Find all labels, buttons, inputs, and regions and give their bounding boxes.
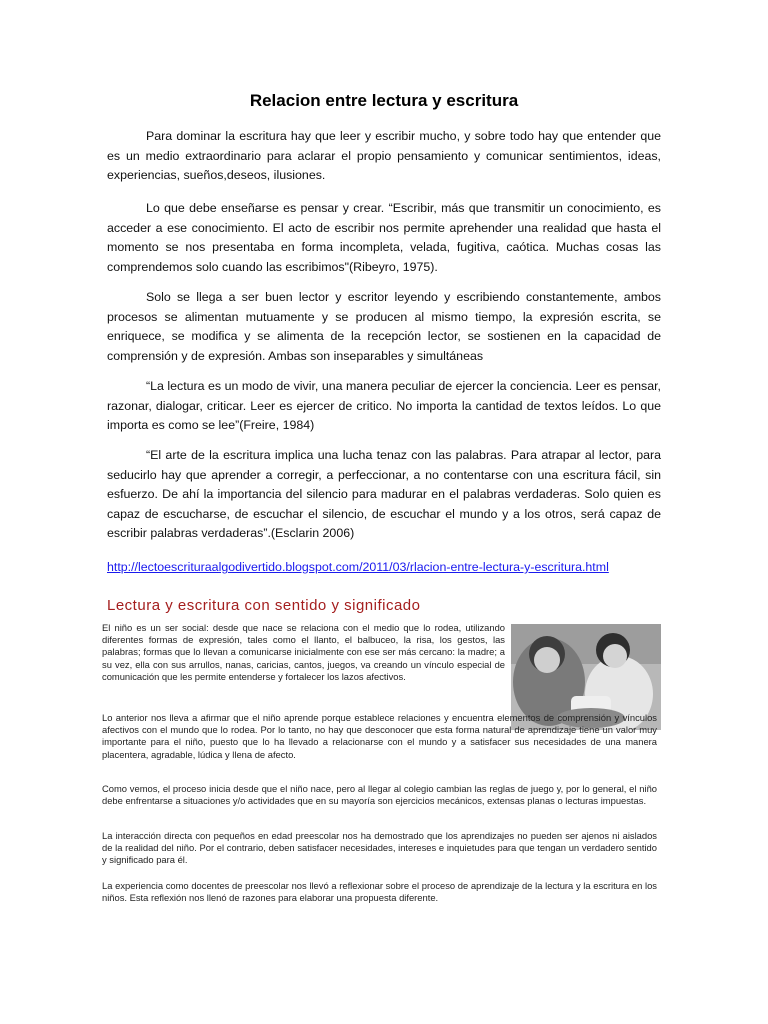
paragraph-2 xyxy=(107,199,661,277)
paragraph-5-text: “El arte de la escritura implica una lucha tenaz con las palabras. Para atrapar al lector, para seducirlo hay que aprender a corregir, a perfeccionar, a no contentarse con una escritura fácil, sin esfuerzo. De ahí la importancia del silencio para madurar en el palabras verdaderas. Solo quien es capaz de escucharse, de escuchar el silencio, de escuchar el mundo y a los otros, será capaz de escribir palabras verdaderas”.(Esclarin 2006) xyxy=(107,448,661,540)
paragraph-1-text: Para dominar la escritura hay que leer y escribir mucho, y sobre todo hay que entender que es un medio extraordinario para aclarar el propio pensamiento y comunicar sentimientos, ideas, experiencias, sueños,deseos, ilusiones. xyxy=(107,129,661,182)
section-heading: Lectura y escritura con sentido y significado xyxy=(107,597,421,614)
section-paragraph-4: La interacción directa con pequeños en edad preescolar nos ha demostrado que los aprendizajes no pueden ser ajenos ni aislados de la realidad del niño. Por el contrario, deben satisfacer necesidades, intereses e inquietudes para que tengan un verdadero sentido y significado para él. xyxy=(102,830,657,866)
paragraph-3 xyxy=(107,288,661,366)
section-paragraph-1: El niño es un ser social: desde que nace se relaciona con el medio que lo rodea, utilizando diferentes formas de expresión, tales como el llanto, el balbuceo, la risa, los gestos, las palabras; formas que lo llevan a comunicarse inicialmente con ese ser más cercano: la madre; a su vez, ella con sus arrullos, nanas, caricias, cantos, juegos, va creando un vínculo especial de comunicación que les permite entenderse y fortalecer los lazos afectivos. xyxy=(102,622,505,682)
section-paragraph-2: Lo anterior nos lleva a afirmar que el niño aprende porque establece relaciones y encuentra elementos de comprensión y vínculos afectivos con el mundo que lo rodea. Por lo tanto, no hay que desconocer que esta forma natural de aprendizaje tiene un valor muy importante para el niño, puesto que lo ha llevado a relacionarse con el mundo y a satisfacer sus necesidades de una manera placentera, agradable, lúdica y llena de afecto. xyxy=(102,712,657,760)
paragraph-1 xyxy=(107,127,661,186)
paragraph-4 xyxy=(107,377,661,436)
paragraph-4-text: “La lectura es un modo de vivir, una manera peculiar de ejercer la conciencia. Leer es pensar, razonar, dialogar, criticar. Leer es ejercer de critico. No importa la cantidad de textos leídos. Lo que importa es como se lee”(Freire, 1984) xyxy=(107,379,661,432)
document-title: Relacion entre lectura y escritura xyxy=(249,91,519,110)
source-link[interactable]: http://lectoescrituraalgodivertido.blogspot.com/2011/03/rlacion-entre-lectura-y-escritura.html xyxy=(107,560,609,574)
section-paragraph-5: La experiencia como docentes de preescolar nos llevó a reflexionar sobre el proceso de aprendizaje de la lectura y la escritura en los niños. Esta reflexión nos llenó de razones para elaborar una propuesta diferente. xyxy=(102,880,657,904)
section-paragraph-3: Como vemos, el proceso inicia desde que el niño nace, pero al llegar al colegio cambian las reglas de juego y, por lo general, el niño debe enfrentarse a situaciones y/o actividades que en su mayoría son ejercicios mecánicos, extensas planas o lecturas impuestas. xyxy=(102,783,657,807)
paragraph-2-text: Lo que debe enseñarse es pensar y crear. “Escribir, más que transmitir un conocimiento, es acceder a ese conocimiento. El acto de escribir nos permite aprehender una realidad que hasta el momento se nos presentaba en forma incompleta, velada, fugitiva, caótica. Muchas cosas las comprendemos solo cuando las escribimos"(Ribeyro, 1975). xyxy=(107,201,661,274)
paragraph-5 xyxy=(107,446,661,544)
paragraph-3-text: Solo se llega a ser buen lector y escritor leyendo y escribiendo constantemente, ambos procesos se alimentan mutuamente y se producen al mismo tiempo, la expresión escrita, se enriquece, se modifica y se alimenta de la recepción lector, se sostienen en la capacidad de comprensión y de expresión. Ambas son inseparables y simultáneas xyxy=(107,290,661,363)
